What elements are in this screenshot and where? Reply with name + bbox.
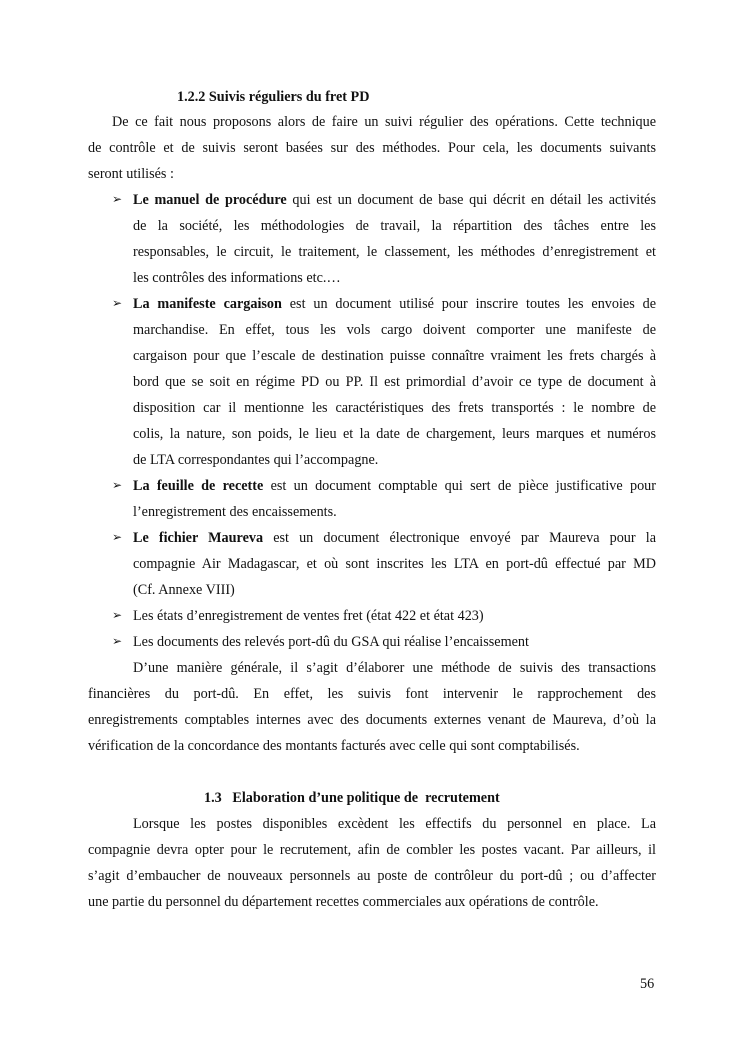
page-number: 56 [640,976,655,992]
bullet-arrow-icon: ➢ [112,296,123,310]
conclusion-line: D’une manière générale, il s’agit d’élaborer une méthode de suivis des transactions [133,660,656,676]
list-item-line: responsables, le circuit, le traitement, le classement, les méthodes d’enregistrement et [133,244,656,260]
intro-line: seront utilisés : [88,166,174,182]
intro-line: de contrôle et de suivis seront basées sur des méthodes. Pour cela, les documents suivants [88,140,656,156]
list-item-line: disposition car il mentionne les caractéristiques des frets transportés : le nombre de [133,400,656,416]
list-item: Les documents des relevés port-dû du GSA qui réalise l’encaissement [133,634,529,650]
list-item: Le manuel de procédure qui est un document de base qui décrit en détail les activités [133,192,656,208]
list-item-line: de LTA correspondantes qui l’accompagne. [133,452,379,468]
bullet-arrow-icon: ➢ [112,478,123,492]
list-item-line: bord que se soit en régime PD ou PP. Il est primordial d’avoir ce type de document à [133,374,656,390]
section-heading-1-3: 1.3 Elaboration d’une politique de recrutement [204,790,500,806]
bullet-arrow-icon: ➢ [112,608,123,622]
list-item-line: cargaison pour que l’escale de destination puisse connaître vraiment les frets chargés à [133,348,656,364]
list-item-line: l’enregistrement des encaissements. [133,504,337,520]
list-item-line: (Cf. Annexe VIII) [133,582,235,598]
list-item: Le fichier Maureva est un document électronique envoyé par Maureva pour la [133,530,656,546]
list-item: La manifeste cargaison est un document utilisé pour inscrire toutes les envoies de [133,296,656,312]
conclusion-line: financières du port-dû. En effet, les suivis font intervenir le rapprochement des [88,686,656,702]
list-item-line: marchandise. En effet, tous les vols cargo doivent comporter une manifeste de [133,322,656,338]
list-item-line: de la société, les méthodologies de travail, la répartition des tâches entre les [133,218,656,234]
intro-line: De ce fait nous proposons alors de faire un suivi régulier des opérations. Cette technique [112,114,656,130]
recruitment-line: s’agit d’embaucher de nouveaux personnels au poste de contrôleur du port-dû ; ou d’affecter [88,868,656,884]
list-item-line: les contrôles des informations etc.… [133,270,341,286]
recruitment-line: Lorsque les postes disponibles excèdent les effectifs du personnel en place. La [133,816,656,832]
list-item: Les états d’enregistrement de ventes fret (état 422 et état 423) [133,608,484,624]
bullet-arrow-icon: ➢ [112,634,123,648]
section-heading-1-2-2: 1.2.2 Suivis réguliers du fret PD [177,89,370,105]
bullet-arrow-icon: ➢ [112,530,123,544]
list-item-line: compagnie Air Madagascar, et où sont inscrites les LTA en port-dû effectué par MD [133,556,656,572]
recruitment-line: compagnie devra opter pour le recrutement, afin de combler les postes vacant. Par ailleurs, il [88,842,656,858]
list-item-line: colis, la nature, son poids, le lieu et la date de chargement, leurs marques et numéros [133,426,656,442]
recruitment-line: une partie du personnel du département recettes commerciales aux opérations de contrôle. [88,894,599,910]
bullet-arrow-icon: ➢ [112,192,123,206]
conclusion-line: enregistrements comptables internes avec des documents externes venant de Maureva, d’où la [88,712,656,728]
list-item: La feuille de recette est un document comptable qui sert de pièce justificative pour [133,478,656,494]
conclusion-line: vérification de la concordance des montants facturés avec celle qui sont comptabilisés. [88,738,580,754]
